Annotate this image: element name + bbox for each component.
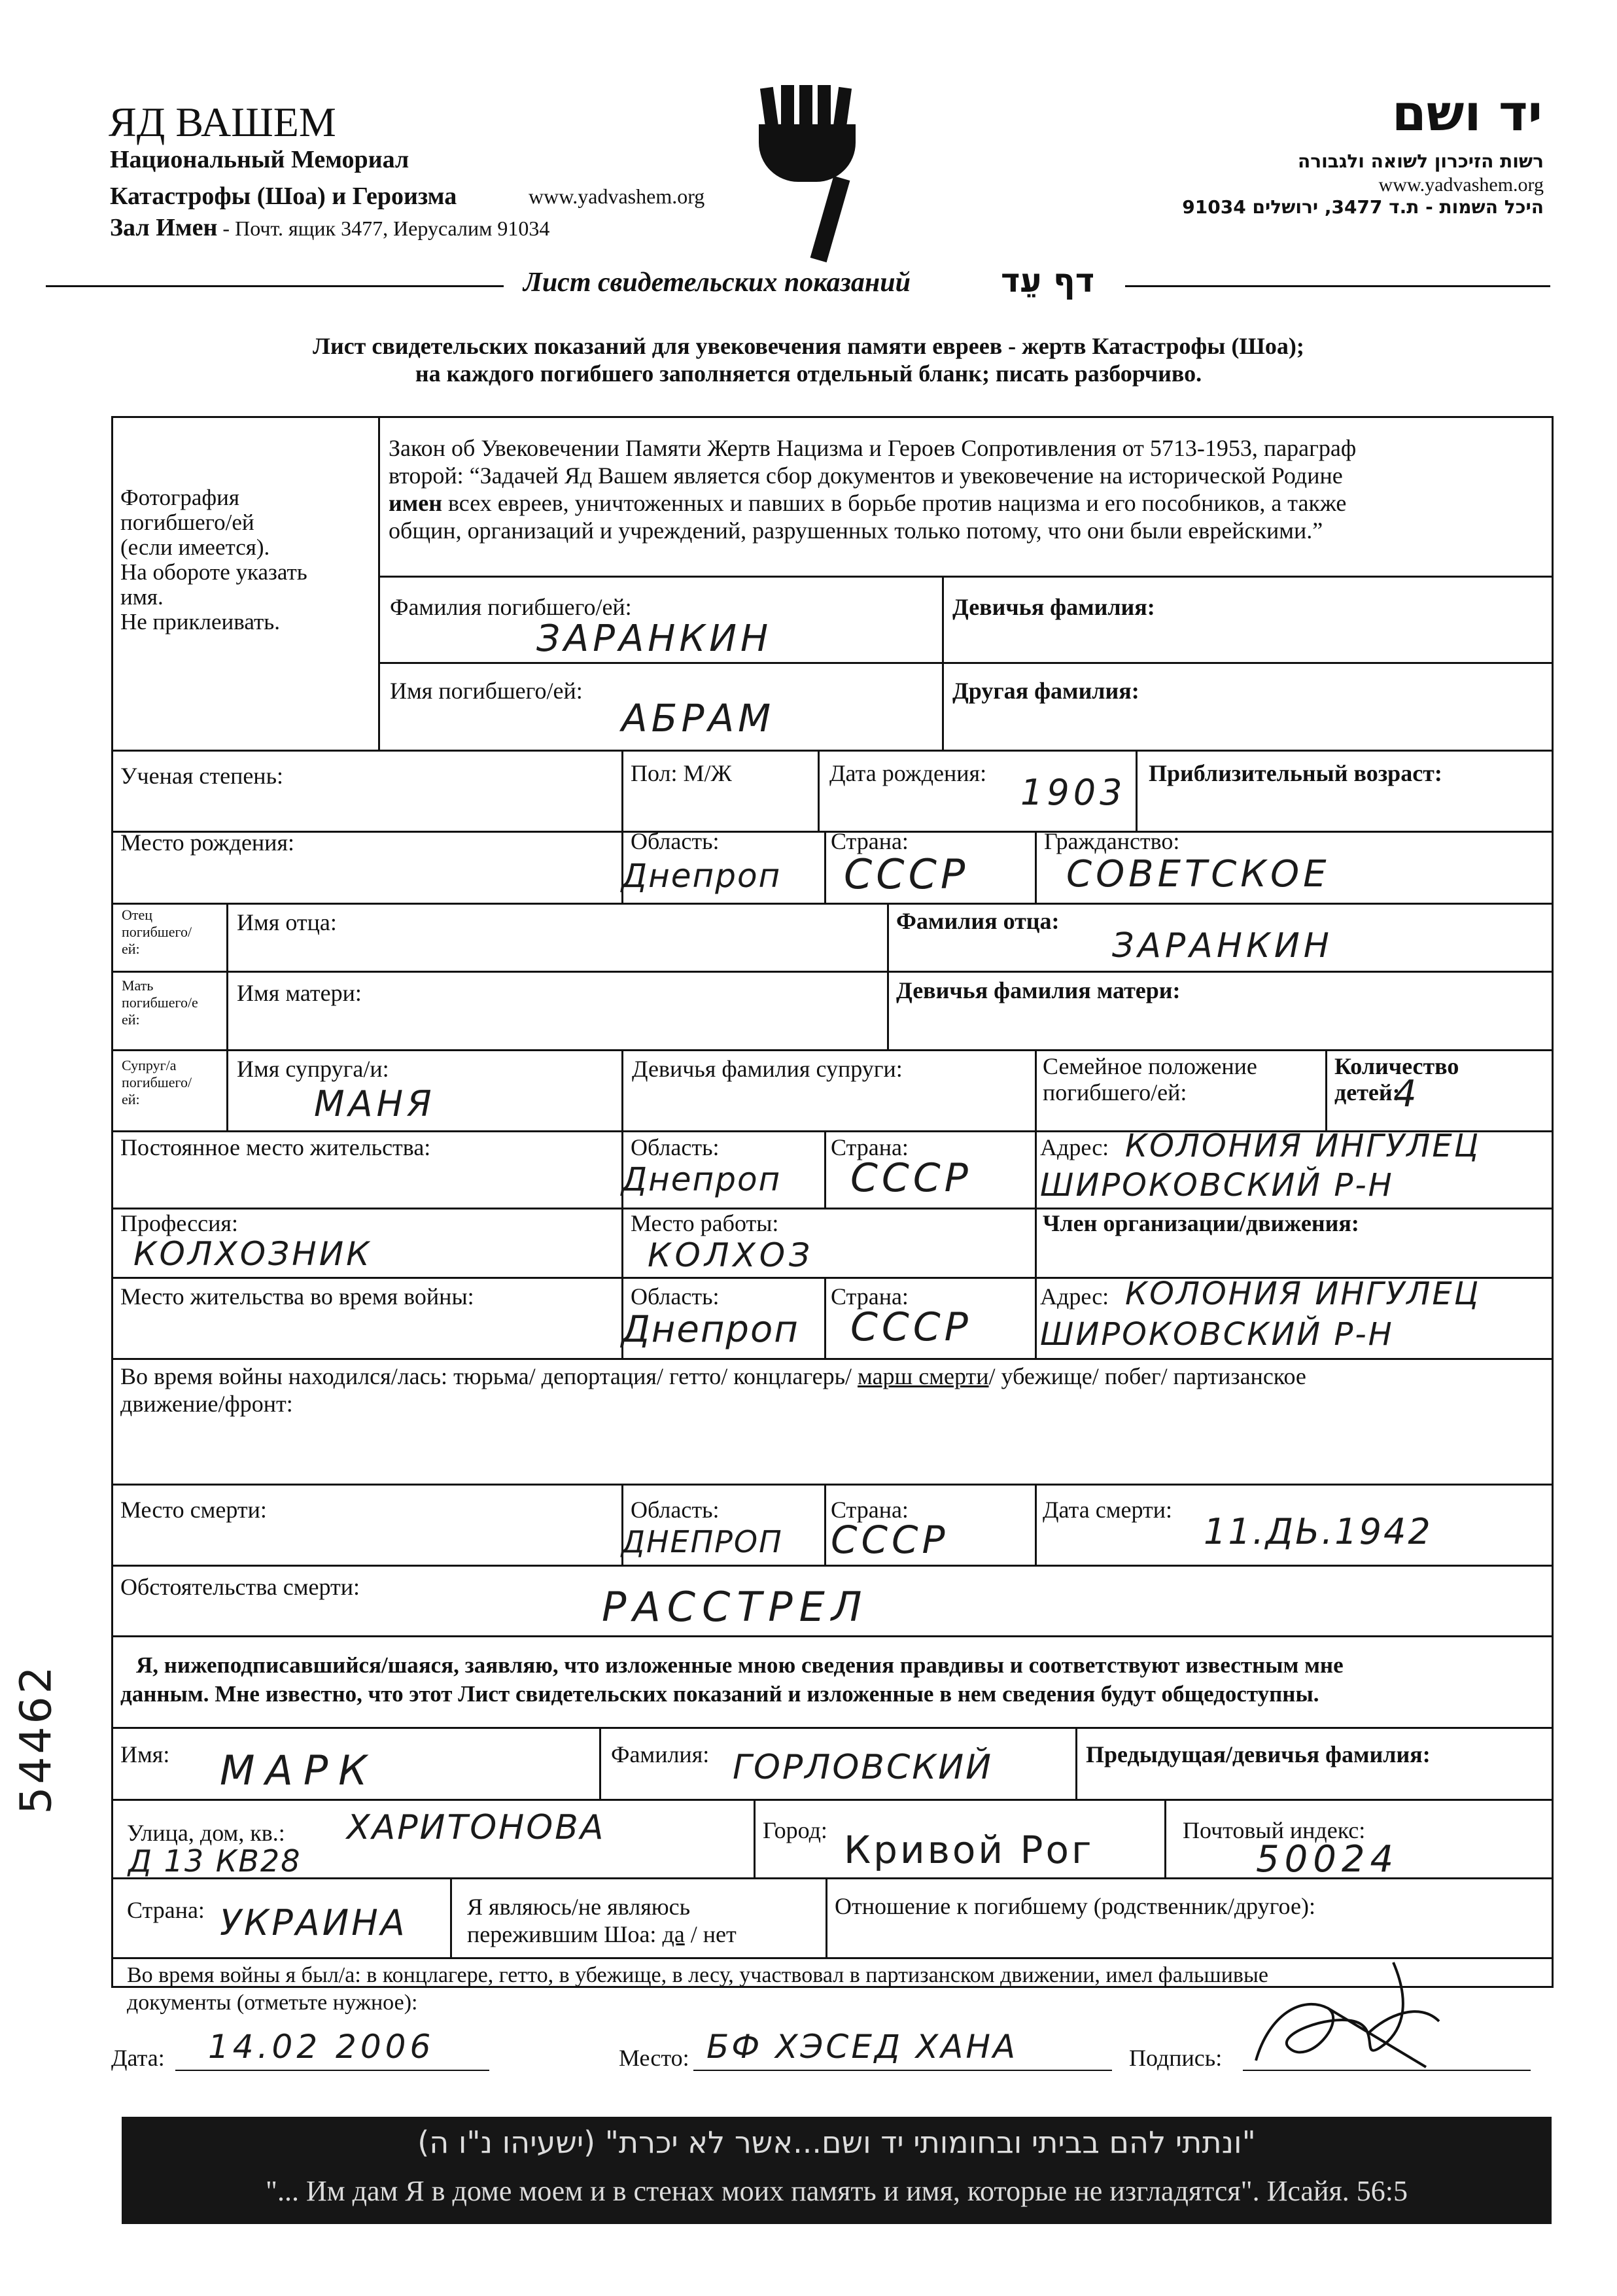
survivor-no-option[interactable]: / нет	[684, 1921, 737, 1947]
law-line: Закон об Увековечении Памяти Жертв Нацизма и Героев Сопротивления от 5713-1953, параграф	[389, 435, 1357, 461]
submitter-surname-field[interactable]: ГОРЛОВСКИЙ	[733, 1748, 993, 1787]
law-text	[389, 434, 1356, 544]
father-name-label: Имя отца:	[237, 909, 337, 935]
victim-surname-field[interactable]: ЗАРАНКИН	[536, 617, 773, 660]
death-place-label: Место смерти:	[120, 1497, 267, 1523]
father-surname-label: Фамилия отца:	[896, 908, 1060, 934]
during-war-text: Во время войны находился/лась: тюрьма/ депортация/ гетто/ концлагерь/	[120, 1363, 858, 1389]
war-where-line-1: Во время войны я был/а: в концлагере, гетто, в убежище, в лесу, участвовал в партизанском движении, имел фальшивые	[127, 1963, 1268, 1987]
death-region-field[interactable]: ДНЕПРОП	[621, 1524, 783, 1559]
photo-line: (если имеется).	[120, 534, 270, 560]
org-subtitle-2: Катастрофы (Шоа) и Героизма	[110, 183, 457, 210]
during-war-line-2: движение/фронт:	[120, 1391, 293, 1417]
death-date-field[interactable]: 11.ДЬ.1942	[1204, 1511, 1433, 1552]
children-line: Количество	[1334, 1053, 1459, 1079]
side-line: погибшего/е	[122, 994, 198, 1011]
victim-maiden-label: Девичья фамилия:	[952, 594, 1155, 620]
during-war-options	[120, 1363, 1306, 1389]
city-label: Город:	[763, 1817, 827, 1843]
membership-label: Член организации/движения:	[1043, 1210, 1359, 1236]
website-right: www.yadvashem.org	[1378, 174, 1544, 196]
marital-line: Семейное положение	[1043, 1053, 1257, 1079]
postal-address-ru: - Почт. ящик 3477, Иерусалим 91034	[217, 217, 550, 240]
war-country-field[interactable]: СССР	[850, 1304, 972, 1350]
side-line: ей:	[122, 941, 140, 957]
residence-label: Постоянное место жительства:	[120, 1134, 431, 1160]
children-count-field[interactable]: 4	[1393, 1073, 1421, 1115]
sex-label: Пол: М/Ж	[631, 760, 732, 786]
relation-label: Отношение к погибшему (родственник/другое):	[835, 1893, 1315, 1919]
war-region-field[interactable]: Днепроп	[621, 1308, 799, 1351]
intro-line-2: на каждого погибшего заполняется отдельный бланк; писать разборчиво.	[415, 360, 1202, 387]
place-field[interactable]: БФ ХЭСЕД ХАНА	[706, 2028, 1018, 2066]
declaration-line-2: данным. Мне известно, что этот Лист свидетельских показаний и изложенные в нем сведения будут общедоступны.	[120, 1681, 1319, 1707]
photo-line: погибшего/ей	[120, 510, 254, 535]
mother-side-label	[122, 977, 198, 1028]
org-subtitle-he: רשות הזיכרון לשואה ולגבורה	[1298, 150, 1544, 172]
residence-address-field-2[interactable]: ШИРОКОВСКИЙ Р-Н	[1040, 1167, 1394, 1204]
residence-address-label: Адрес:	[1040, 1134, 1109, 1160]
residence-region-label: Область:	[631, 1134, 720, 1160]
death-country-label: Страна:	[831, 1497, 909, 1523]
workplace-field[interactable]: КОЛХОЗ	[648, 1236, 814, 1274]
death-date-label: Дата смерти:	[1043, 1497, 1173, 1523]
zip-field[interactable]: 50024	[1256, 1838, 1399, 1881]
birth-country-field[interactable]: СССР	[844, 850, 969, 898]
side-line: ей:	[122, 1091, 140, 1107]
birth-region-field[interactable]: Днепроп	[621, 857, 782, 895]
submitter-country-label: Страна:	[127, 1897, 205, 1923]
side-line: ей:	[122, 1011, 140, 1028]
survivor-line	[467, 1921, 737, 1948]
victim-name-field[interactable]: АБРАМ	[621, 696, 775, 740]
side-line: Супруг/а	[122, 1057, 177, 1073]
citizenship-field[interactable]: СОВЕТСКОЕ	[1066, 853, 1330, 896]
photo-line: Фотография	[120, 485, 239, 510]
submitter-name-field[interactable]: МАРК	[220, 1747, 378, 1794]
profession-field[interactable]: КОЛХОЗНИК	[133, 1235, 372, 1273]
quote-hebrew: "ונתתי להם בביתי ובחומותי יד ושם...אשר לא יכרת" (ישעיהו נ"ו ה)	[417, 2125, 1256, 2160]
approx-age-label: Приблизительный возраст:	[1149, 760, 1442, 786]
citizenship-label: Гражданство:	[1044, 828, 1180, 854]
website-left: www.yadvashem.org	[529, 184, 705, 208]
residence-country-field[interactable]: СССР	[850, 1155, 972, 1201]
survivor-line: Я являюсь/не являюсь	[467, 1894, 691, 1920]
victim-other-surname-label: Другая фамилия:	[952, 678, 1139, 704]
spouse-name-label: Имя супруга/и:	[237, 1056, 389, 1082]
birthdate-label: Дата рождения:	[829, 760, 987, 786]
survivor-yes-option[interactable]: да	[662, 1921, 685, 1947]
archive-number: 54462	[10, 1663, 61, 1815]
intro-line-1: Лист свидетельских показаний для увековечения памяти евреев - жертв Катастрофы (Шоа);	[313, 333, 1304, 359]
victim-surname-label: Фамилия погибшего/ей:	[390, 594, 632, 620]
law-line-rest: всех евреев, уничтоженных и павших в борьбе против нацизма и его пособников, а также	[442, 490, 1347, 516]
org-name-ru: ЯД ВАШЕМ	[109, 99, 336, 145]
quote-banner	[122, 2117, 1552, 2224]
death-march-option[interactable]: марш смерти	[858, 1363, 989, 1389]
mother-name-label: Имя матери:	[237, 980, 362, 1006]
submitter-country-field[interactable]: УКРАИНА	[220, 1902, 408, 1943]
place-underline	[693, 2070, 1112, 2071]
spouse-side-label	[122, 1057, 192, 1108]
signature-label: Подпись:	[1129, 2045, 1223, 2071]
date-underline	[175, 2070, 489, 2071]
war-residence-label: Место жительства во время войны:	[120, 1283, 474, 1310]
spouse-maiden-label: Девичья фамилия супруги:	[632, 1056, 903, 1082]
submitter-surname-label: Фамилия:	[611, 1741, 710, 1767]
address-he: היכל השמות - ת.ד 3477, ירושלים 91034	[1182, 196, 1544, 218]
submitter-name-label: Имя:	[120, 1741, 170, 1767]
residence-country-label: Страна:	[831, 1134, 909, 1160]
photo-instructions	[120, 485, 307, 635]
father-surname-field[interactable]: ЗАРАНКИН	[1112, 926, 1333, 965]
degree-label: Ученая степень:	[120, 763, 283, 789]
side-line: погибшего/	[122, 1074, 192, 1090]
children-line: детей:	[1334, 1079, 1400, 1105]
birth-region-label: Область:	[631, 828, 720, 854]
form-title-ru: Лист свидетельских показаний	[523, 268, 911, 298]
photo-line: Не приклеивать.	[120, 609, 280, 635]
date-label: Дата:	[111, 2045, 165, 2071]
war-address-label: Адрес:	[1040, 1283, 1109, 1310]
war-address-field-2[interactable]: ШИРОКОВСКИЙ Р-Н	[1040, 1316, 1394, 1353]
mother-maiden-label: Девичья фамилия матери:	[896, 977, 1181, 1003]
survivor-text: пережившим Шоа:	[467, 1921, 663, 1947]
death-circumstances-label: Обстоятельства смерти:	[120, 1574, 360, 1600]
spouse-name-field[interactable]: МАНЯ	[314, 1083, 436, 1124]
death-circumstances-field[interactable]: РАССТРЕЛ	[602, 1583, 869, 1631]
war-region-label: Область:	[631, 1283, 720, 1310]
hall-of-names-label: Зал Имен	[110, 214, 218, 241]
photo-line: имя.	[120, 584, 164, 610]
place-label: Место:	[619, 2045, 689, 2071]
law-line: второй: “Задачей Яд Вашем является сбор документов и увековечение на исторической Родине	[389, 462, 1343, 489]
residence-address-field-1[interactable]: КОЛОНИЯ ИНГУЛЕЦ	[1125, 1128, 1481, 1164]
law-line: общин, организаций и учреждений, разрушенных только потому, что они были еврейскими.”	[389, 517, 1323, 544]
photo-line: На обороте указать	[120, 559, 307, 585]
marital-line: погибшего/ей:	[1043, 1079, 1187, 1105]
law-names-word: имен	[389, 490, 442, 516]
father-side-label	[122, 907, 192, 958]
side-line: Мать	[122, 977, 154, 994]
street-label: Улица, дом, кв.:	[127, 1820, 285, 1846]
death-region-label: Область:	[631, 1497, 720, 1523]
quote-russian: "... Им дам Я в доме моем и в стенах моих память и имя, которые не изгладятся". Исайя. 56:5	[266, 2175, 1408, 2207]
side-line: Отец	[122, 907, 153, 923]
date-field[interactable]: 14.02 2006	[208, 2028, 435, 2066]
signature-scribble	[1230, 1936, 1452, 2093]
declaration-line-1: Я, нижеподписавшийся/шаяся, заявляю, что изложенные мною сведения правдивы и соответствуют известным мне	[136, 1652, 1344, 1678]
residence-region-field[interactable]: Днепроп	[621, 1160, 782, 1198]
zip-label: Почтовый индекс:	[1183, 1817, 1366, 1843]
street-field-1[interactable]: ХАРИТОНОВА	[347, 1808, 606, 1847]
org-name-he: יד ושם	[1391, 84, 1542, 142]
law-line	[389, 489, 1356, 517]
war-country-label: Страна:	[831, 1283, 909, 1310]
birth-country-label: Страна:	[831, 828, 909, 854]
side-line: погибшего/	[122, 924, 192, 940]
profession-label: Профессия:	[120, 1210, 238, 1236]
city-field[interactable]: Кривой Рог	[844, 1828, 1094, 1872]
during-war-text: / убежище/ побег/ партизанское	[988, 1363, 1306, 1389]
survivor-question	[467, 1893, 737, 1948]
submitter-previous-surname-label: Предыдущая/девичья фамилия:	[1086, 1741, 1431, 1767]
workplace-label: Место работы:	[631, 1210, 779, 1236]
marital-status-label	[1043, 1053, 1257, 1105]
war-where-line-2: документы (отметьте нужное):	[127, 1991, 418, 2015]
birthdate-field[interactable]: 1903	[1020, 772, 1126, 813]
death-country-field[interactable]: СССР	[831, 1518, 949, 1562]
birthplace-label: Место рождения:	[120, 829, 295, 856]
org-subtitle-1: Национальный Мемориал	[110, 146, 409, 173]
street-field-2[interactable]: Д 13 КВ28	[128, 1843, 302, 1879]
war-address-field-1[interactable]: КОЛОНИЯ ИНГУЛЕЦ	[1125, 1276, 1481, 1312]
victim-name-label: Имя погибшего/ей:	[390, 678, 583, 704]
form-title-he: דף עֵד	[1001, 262, 1095, 300]
